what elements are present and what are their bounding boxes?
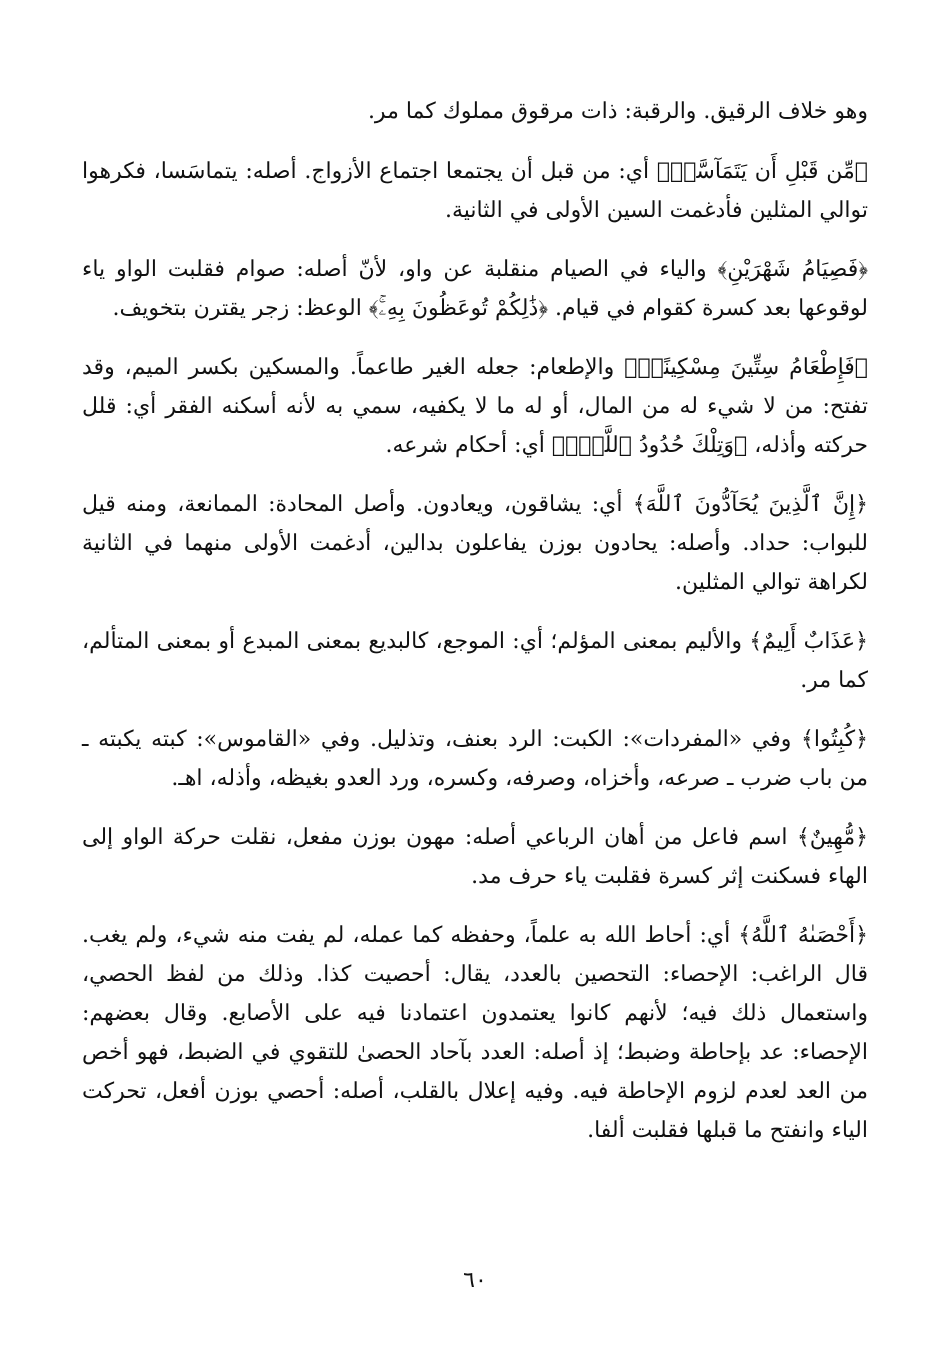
page-number: ٦٠ [463,1268,487,1293]
paragraph-6: ﴿عَذَابٌ أَلِيمٌ﴾ والأليم بمعنى المؤلم؛ أي: الموجع، كالبديع بمعنى المبدع أو بمعنى المتألم، كما مر. [82,629,868,693]
paragraph-8: ﴿مُّهِينٌ﴾ اسم فاعل من أهان الرباعي أصله: مهون بوزن مفعل، نقلت حركة الواو إلى الهاء فسكنت إثر كسرة فقلبت ياء حرف مد. [82,825,868,889]
paragraph-5: ﴿إِنَّ ٱلَّذِينَ يُحَآدُّونَ ٱللَّهَ﴾ أي: يشاقون، ويعادون. وأصل المحادة: الممانعة، ومنه قيل للبواب: حداد. وأصله: يحادون بوزن يفاعلون بدالين، أدغمت الأولى منهما في الثانية لكراهة توالي المثلين. [82,492,868,595]
paragraph-4: ﴿فَإِطْعَامُ سِتِّينَ مِسْكِينًاۚ﴾ والإطعام: جعله الغير طاعماً. والمسكين بكسر الميم، وقد تفتح: من لا شيء له من المال، أو له ما لا يكفيه، سمي به لأنه أسكنه الفقر أي: قلل حركته وأذله، ﴿وَتِلْكَ حُدُودُ ٱللَّهِۗ﴾ أي: أحكام شرعه. [82,355,868,458]
paragraph-1: وهو خلاف الرقيق. والرقبة: ذات مرقوق مملوك كما مر. [367,99,868,124]
paragraph-7: ﴿كُبِتُوا﴾ وفي «المفردات»: الكبت: الرد بعنف، وتذليل. وفي «القاموس»: كبته يكبته ـ من باب ضرب ـ صرعه، وأخزاه، وصرفه، وكسره، ورد العدو بغيظه، وأذله، اهـ. [82,727,868,791]
paragraph-2: ﴿مِّن قَبْلِ أَن يَتَمَآسَّاۚ﴾ أي: من قبل أن يجتمعا اجتماع الأزواج. أصله: يتماسَسا، فكرهوا توالي المثلين فأدغمت السين الأولى في الثانية. [82,159,868,223]
paragraph-9: ﴿أَحْصَىٰهُ ٱللَّهُ﴾ أي: أحاط الله به علماً، وحفظه كما عمله، لم يفت منه شيء، ولم يغب. قال الراغب: الإحصاء: التحصين بالعدد، يقال: أحصيت كذا. وذلك من لفظ الحصي، واستعمال ذلك فيه؛ لأنهم كانوا يعتمدون اعتمادنا فيه على الأصابع. وقال بعضهم: الإحصاء: عد بإحاطة وضبط؛ إذ أصله: العدد بآحاد الحصىٰ للتقوي في الضبط، فهو أخص من العد لعدم لزوم الإحاطة فيه. وفيه إعلال بالقلب، أصله: أحصي بوزن أفعل، تحركت الياء وانفتح ما قبلها فقلبت ألفا. [82,923,868,1143]
page-body [82,92,868,1170]
paragraph-3: ﴿فَصِيَامُ شَهْرَيْنِ﴾ والياء في الصيام منقلبة عن واو، لأنّ أصله: صوام فقلبت الواو ياء لوقوعها بعد كسرة كقوام في قيام. ﴿ذَٰلِكُمْ تُوعَظُونَ بِهِۦۚ﴾ الوعظ: زجر يقترن بتخويف. [82,257,868,321]
